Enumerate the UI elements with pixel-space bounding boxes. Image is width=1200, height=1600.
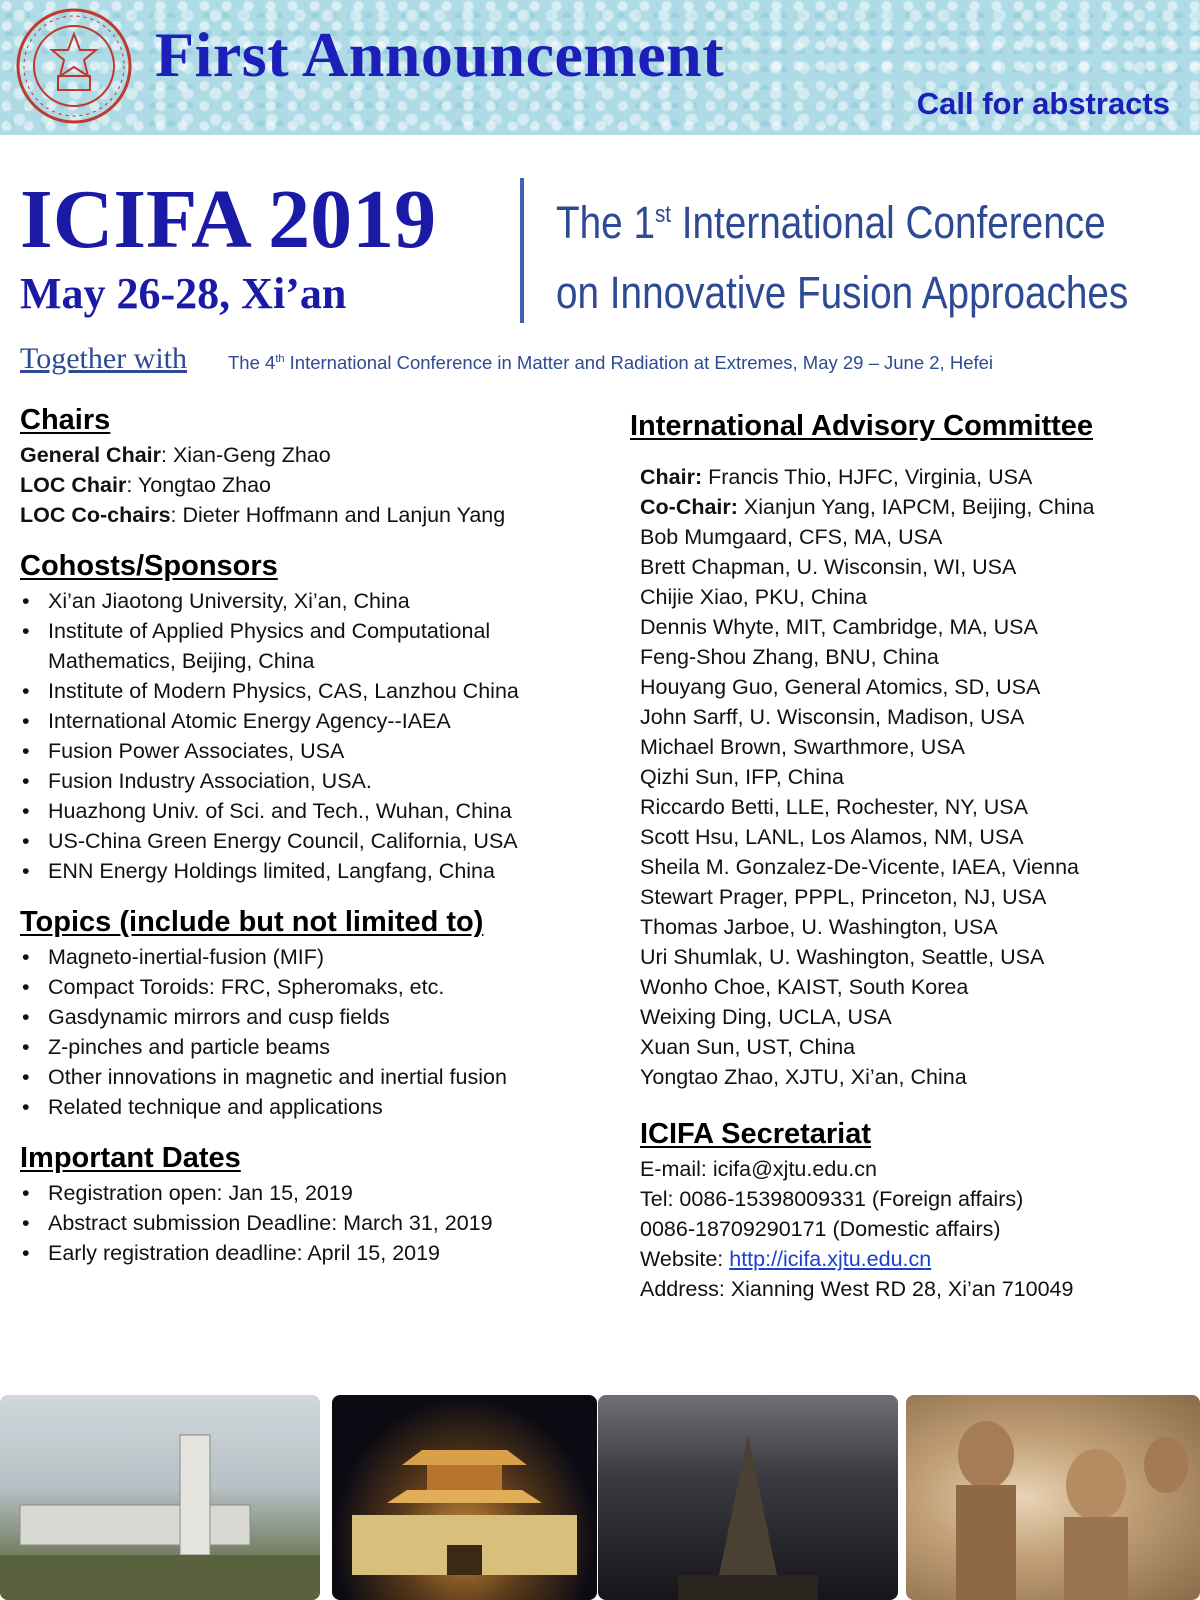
dates-heading: Important Dates <box>20 1142 241 1174</box>
chairs-section <box>20 400 620 530</box>
advisory-chair: Chair: Francis Thio, HJFC, Virginia, USA <box>640 465 1033 489</box>
topics-section <box>20 902 620 1122</box>
advisory-member: Uri Shumlak, U. Washington, Seattle, USA <box>640 945 1045 969</box>
advisory-member: Houyang Guo, General Atomics, SD, USA <box>640 675 1041 699</box>
advisory-member: John Sarff, U. Wisconsin, Madison, USA <box>640 705 1025 729</box>
advisory-heading: International Advisory Committee <box>630 410 1094 442</box>
advisory-member: Yongtao Zhao, XJTU, Xi’an, China <box>640 1065 967 1089</box>
chairs-heading: Chairs <box>20 404 111 436</box>
dates-section <box>20 1138 620 1268</box>
advisory-member: Xuan Sun, UST, China <box>640 1035 856 1059</box>
header-banner <box>0 0 1200 135</box>
left-column <box>20 400 620 1284</box>
secretariat-email: E-mail: icifa@xjtu.edu.cn <box>640 1157 877 1181</box>
advisory-member: Wonho Choe, KAIST, South Korea <box>640 975 969 999</box>
advisory-member: Qizhi Sun, IFP, China <box>640 765 844 789</box>
advisory-member: Bob Mumgaard, CFS, MA, USA <box>640 525 943 549</box>
cohost-item: • Fusion Power Associates, USA <box>20 736 620 766</box>
cohost-item: • Huazhong Univ. of Sci. and Tech., Wuhan, China <box>20 796 620 826</box>
advisory-member: Brett Chapman, U. Wisconsin, WI, USA <box>640 555 1017 579</box>
cohost-item: • Institute of Modern Physics, CAS, Lanzhou China <box>20 676 620 706</box>
conference-dates-location: May 26-28, Xi’an <box>20 269 347 318</box>
topic-item: • Related technique and applications <box>20 1092 620 1122</box>
call-for-abstracts: Call for abstracts <box>916 86 1170 121</box>
date-item: • Early registration deadline: April 15, 2019 <box>20 1238 620 1268</box>
secretariat-address: Address: Xianning West RD 28, Xi’an 710049 <box>640 1277 1074 1301</box>
advisory-cochair: Co-Chair: Xianjun Yang, IAPCM, Beijing, China <box>640 495 1095 519</box>
general-chair: General Chair: Xian-Geng Zhao <box>20 443 331 467</box>
secretariat-website: Website: http://icifa.xjtu.edu.cn <box>640 1247 932 1271</box>
announcement-title: First Announcement <box>155 19 724 90</box>
date-item: • Registration open: Jan 15, 2019 <box>20 1178 620 1208</box>
vertical-divider <box>520 178 524 323</box>
giant-wild-goose-pagoda-photo <box>598 1395 898 1600</box>
joint-conference-text: The 4th International Conference in Matter and Radiation at Extremes, May 29 – June 2, Hefei <box>228 352 994 373</box>
conference-name-line2: on Innovative Fusion Approaches <box>556 266 1129 318</box>
cohosts-heading: Cohosts/Sponsors <box>20 550 278 582</box>
cohost-item: • Fusion Industry Association, USA. <box>20 766 620 796</box>
conference-full-name <box>556 188 1129 328</box>
loc-chair: LOC Chair: Yongtao Zhao <box>20 473 271 497</box>
advisory-member: Chijie Xiao, PKU, China <box>640 585 868 609</box>
secretariat-tel-domestic: 0086-18709290171 (Domestic affairs) <box>640 1217 1001 1241</box>
xjtu-campus-gate-photo <box>0 1395 320 1600</box>
cohost-item: • Xi’an Jiaotong University, Xi’an, China <box>20 586 620 616</box>
topic-item: • Other innovations in magnetic and inertial fusion <box>20 1062 620 1092</box>
university-seal-icon <box>14 6 134 126</box>
advisory-member: Weixing Ding, UCLA, USA <box>640 1005 892 1029</box>
photo-strip <box>0 1395 1200 1600</box>
loc-co-chairs: LOC Co-chairs: Dieter Hoffmann and Lanjun Yang <box>20 503 506 527</box>
cohost-item: • Institute of Applied Physics and Computational Mathematics, Beijing, China <box>20 616 580 676</box>
advisory-member: Scott Hsu, LANL, Los Alamos, NM, USA <box>640 825 1024 849</box>
topic-item: • Gasdynamic mirrors and cusp fields <box>20 1002 620 1032</box>
advisory-member: Riccardo Betti, LLE, Rochester, NY, USA <box>640 795 1028 819</box>
advisory-member: Sheila M. Gonzalez-De-Vicente, IAEA, Vienna <box>640 855 1079 879</box>
date-item: • Abstract submission Deadline: March 31, 2019 <box>20 1208 620 1238</box>
cohost-item: • ENN Energy Holdings limited, Langfang, China <box>20 856 620 886</box>
conference-name-line1: The 1st International Conference <box>556 197 1106 248</box>
advisory-member: Michael Brown, Swarthmore, USA <box>640 735 965 759</box>
advisory-member: Thomas Jarboe, U. Washington, USA <box>640 915 998 939</box>
secretariat-section <box>640 1114 1180 1304</box>
conference-acronym: ICIFA 2019 <box>20 173 437 266</box>
cohosts-section <box>20 546 620 886</box>
topics-heading: Topics (include but not limited to) <box>20 906 484 938</box>
secretariat-heading: ICIFA Secretariat <box>640 1118 872 1150</box>
right-column <box>630 400 1180 1304</box>
secretariat-tel-foreign: Tel: 0086-15398009331 (Foreign affairs) <box>640 1187 1024 1211</box>
terracotta-warriors-photo <box>906 1395 1200 1600</box>
cohost-item: • International Atomic Energy Agency--IAEA <box>20 706 620 736</box>
together-with-label: Together with <box>20 342 188 375</box>
advisory-member: Stewart Prager, PPPL, Princeton, NJ, USA <box>640 885 1047 909</box>
advisory-member: Dennis Whyte, MIT, Cambridge, MA, USA <box>640 615 1038 639</box>
advisory-member: Feng-Shou Zhang, BNU, China <box>640 645 939 669</box>
cohost-item: • US-China Green Energy Council, California, USA <box>20 826 620 856</box>
xian-bell-tower-night-photo <box>332 1395 597 1600</box>
advisory-committee-list <box>640 462 1180 1092</box>
topic-item: • Z-pinches and particle beams <box>20 1032 620 1062</box>
topic-item: • Compact Toroids: FRC, Spheromaks, etc. <box>20 972 620 1002</box>
topic-item: • Magneto-inertial-fusion (MIF) <box>20 942 620 972</box>
website-link[interactable]: http://icifa.xjtu.edu.cn <box>729 1247 932 1271</box>
